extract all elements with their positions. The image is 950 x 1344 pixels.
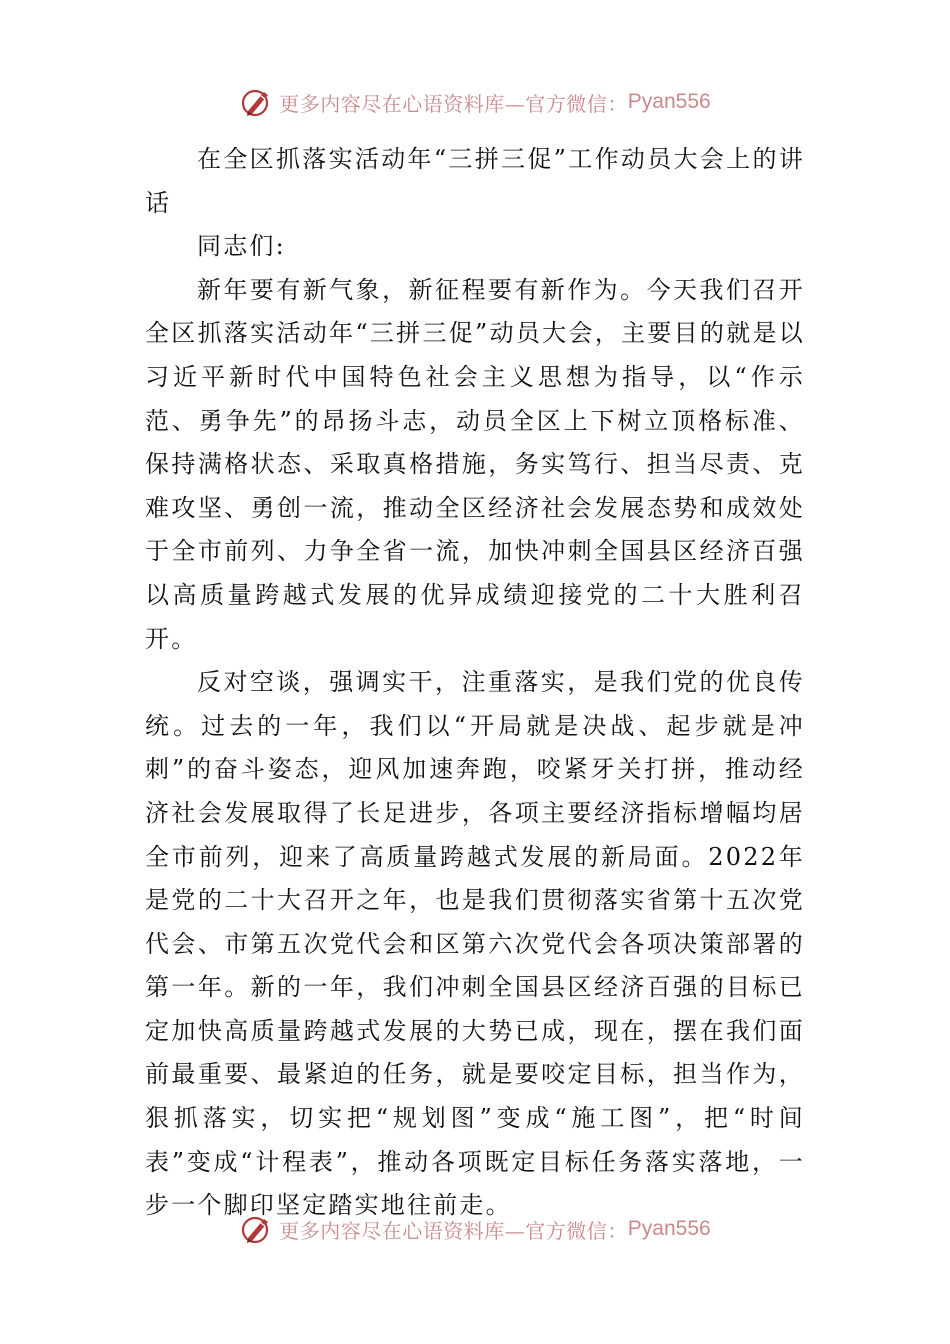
banner-text: 更多内容尽在心语资料库—官方微信： <box>279 1218 628 1243</box>
salutation: 同志们: <box>197 232 286 261</box>
wechat-id: Pyan556 <box>627 1217 711 1240</box>
footer-banner <box>0 1209 950 1249</box>
wechat-id: Pyan556 <box>627 90 711 113</box>
document-body <box>145 138 805 1228</box>
pen-circle-logo-icon <box>239 84 275 120</box>
paragraph-1: 新年要有新气象，新征程要有新作为。今天我们召开全区抓落实活动年“三拼三促”动员大会，主要目的就是以习近平新时代中国特色社会主义思想为指导，以“作示范、勇争先”的昂扬斗志，动员全区上下树立顶格标准、保持满格状态、采取真格措施，务实笃行、担当尽责、克难攻坚、勇创一流，推动全区经济社会发展态势和成效处于全市前列、力争全省一流，加快冲刺全国县区经济百强以高质量跨越式发展的优异成绩迎接党的二十大胜利召开。 <box>145 275 805 653</box>
pen-circle-logo-icon <box>239 1211 275 1247</box>
paragraph-2: 反对空谈，强调实干，注重落实，是我们党的优良传统。过去的一年，我们以“开局就是决战、起步就是冲刺”的奋斗姿态，迎风加速奔跑，咬紧牙关打拼，推动经济社会发展取得了长足进步，各项主要经济指标增幅均居全市前列，迎来了高质量跨越式发展的新局面。2022年是党的二十大召开之年，也是我们贯彻落实省第十五次党代会、市第五次党代会和区第六次党代会各项决策部署的第一年。新的一年，我们冲刺全国县区经济百强的目标已定加快高质量跨越式发展的大势已成，现在，摆在我们面前最重要、最紧迫的任务，就是要咬定目标，担当作为，狠抓落实，切实把“规划图”变成“施工图”，把“时间表”变成“计程表”，推动各项既定目标任务落实落地，一步一个脚印坚定踏实地往前走。 <box>145 668 805 1220</box>
banner-text: 更多内容尽在心语资料库—官方微信： <box>279 91 628 116</box>
document-title: 在全区抓落实活动年“三拼三促”工作动员大会上的讲话 <box>145 145 805 217</box>
header-banner <box>0 82 950 122</box>
